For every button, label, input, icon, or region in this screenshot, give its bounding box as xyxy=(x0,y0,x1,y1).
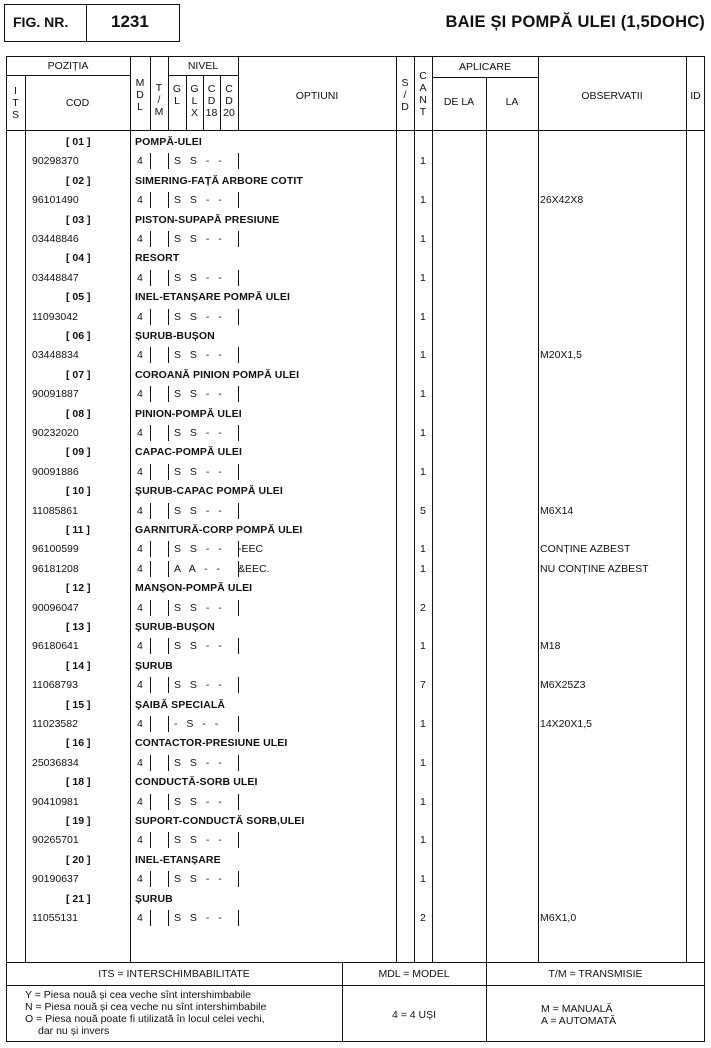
item-position: [ 11 ] xyxy=(66,524,90,536)
row-divider xyxy=(150,153,151,169)
item-position: [ 19 ] xyxy=(66,815,91,827)
col-nivel: NIVEL xyxy=(187,60,219,72)
part-code: 96101490 xyxy=(32,194,79,207)
model-value: 4 xyxy=(137,271,143,284)
item-position: [ 02 ] xyxy=(66,174,91,187)
level-values: S S - - xyxy=(174,504,225,517)
item-position: [ 18 ] xyxy=(66,776,91,789)
level-values: S S - - xyxy=(174,310,225,323)
row-divider xyxy=(168,716,169,732)
row-divider xyxy=(168,347,169,363)
item-name: RESORT xyxy=(135,252,180,265)
option-value: -EEC xyxy=(238,543,264,556)
level-values: S S - - xyxy=(174,679,225,692)
col-glx: G L X xyxy=(190,83,199,119)
row-divider xyxy=(150,464,151,480)
quantity-value: 1 xyxy=(420,834,426,847)
mdl-note: 4 = 4 UȘI xyxy=(391,1009,437,1021)
quantity-value: 1 xyxy=(420,543,426,556)
level-values: S S - - xyxy=(174,194,225,207)
observation-value: CONȚINE AZBEST xyxy=(540,543,631,556)
col-sd: S / D xyxy=(401,77,409,113)
row-divider xyxy=(168,541,169,557)
quantity-value: 1 xyxy=(420,562,426,575)
quantity-value: 2 xyxy=(420,912,426,924)
row-divider xyxy=(150,347,151,363)
level-values: S S - - xyxy=(174,756,225,769)
row-divider xyxy=(150,677,151,693)
item-position: [ 09 ] xyxy=(66,446,91,459)
model-value: 4 xyxy=(137,465,143,478)
row-divider xyxy=(168,600,169,616)
row-divider xyxy=(168,231,169,247)
part-code: 11085861 xyxy=(32,504,78,517)
observation-value: M6X14 xyxy=(540,504,574,517)
col-tm: T / M xyxy=(154,82,164,118)
observation-value: M6X1,0 xyxy=(540,912,577,924)
row-divider xyxy=(150,231,151,247)
item-position: [ 04 ] xyxy=(66,252,91,265)
row-divider xyxy=(150,541,151,557)
level-values: S S - - xyxy=(174,543,225,556)
quantity-value: 1 xyxy=(420,233,426,245)
quantity-value: 1 xyxy=(420,155,426,168)
fig-number: 1231 xyxy=(111,12,149,31)
row-divider xyxy=(150,386,151,402)
row-divider xyxy=(238,153,239,169)
quantity-value: 1 xyxy=(420,194,426,207)
model-value: 4 xyxy=(137,912,143,924)
row-divider xyxy=(168,153,169,169)
observation-value: M18 xyxy=(540,640,561,653)
model-value: 4 xyxy=(137,155,143,168)
row-divider xyxy=(150,871,151,887)
row-divider xyxy=(150,638,151,654)
part-code: 11023582 xyxy=(32,718,78,730)
part-code: 11068793 xyxy=(32,679,78,692)
part-code: 03448846 xyxy=(32,233,79,245)
col-cod: COD xyxy=(65,97,90,109)
level-values: S S - - xyxy=(174,271,225,284)
model-value: 4 xyxy=(137,504,143,517)
quantity-value: 1 xyxy=(420,756,426,769)
row-divider xyxy=(168,755,169,771)
row-divider xyxy=(168,794,169,810)
observation-value: M6X25Z3 xyxy=(540,679,586,692)
row-divider xyxy=(168,910,169,926)
col-la: LA xyxy=(505,96,519,108)
item-name: POMPĂ-ULEI xyxy=(135,136,202,148)
part-code: 90096047 xyxy=(32,601,79,614)
part-code: 11055131 xyxy=(32,912,78,924)
observation-value: NU CONȚINE AZBEST xyxy=(540,562,649,575)
row-divider xyxy=(168,425,169,441)
row-divider xyxy=(238,503,239,519)
quantity-value: 2 xyxy=(420,601,426,614)
item-name: COROANĂ PINION POMPĂ ULEI xyxy=(135,368,300,381)
row-divider xyxy=(238,561,239,577)
item-name: CONDUCTĂ-SORB ULEI xyxy=(135,776,258,789)
item-name: ȘURUB xyxy=(135,659,173,672)
quantity-value: 1 xyxy=(420,795,426,808)
item-position: [ 15 ] xyxy=(66,698,91,711)
row-divider xyxy=(238,231,239,247)
row-divider xyxy=(168,638,169,654)
row-divider xyxy=(168,309,169,325)
item-position: [ 05 ] xyxy=(66,291,91,304)
part-code: 90091886 xyxy=(32,465,79,478)
quantity-value: 5 xyxy=(420,504,426,517)
row-divider xyxy=(238,192,239,208)
part-code: 25036834 xyxy=(32,756,79,769)
item-name: INEL-ETANȘARE POMPĂ ULEI xyxy=(135,291,291,304)
item-name: ȘURUB-CAPAC POMPĂ ULEI xyxy=(135,485,283,498)
row-divider xyxy=(150,270,151,286)
level-values: S S - - xyxy=(174,388,225,401)
level-values: S S - - xyxy=(174,795,225,808)
item-position: [ 10 ] xyxy=(66,485,91,498)
part-code: 96180641 xyxy=(32,640,79,653)
row-divider xyxy=(238,755,239,771)
row-divider xyxy=(238,386,239,402)
model-value: 4 xyxy=(137,310,143,323)
row-divider xyxy=(238,309,239,325)
item-position: [ 14 ] xyxy=(66,659,91,672)
item-position: [ 06 ] xyxy=(66,330,91,342)
item-name: PISTON-SUPAPĂ PRESIUNE xyxy=(135,213,280,226)
item-name: ȘURUB-BUȘON xyxy=(135,621,215,633)
model-value: 4 xyxy=(137,640,143,653)
row-divider xyxy=(238,347,239,363)
quantity-value: 1 xyxy=(420,718,426,730)
col-pozitia: POZIȚIA xyxy=(47,60,89,72)
quantity-value: 1 xyxy=(420,271,426,284)
tm-notes: M = MANUALĂ A = AUTOMATĂ xyxy=(541,1003,617,1028)
model-value: 4 xyxy=(137,795,143,808)
part-code: 11093042 xyxy=(32,310,78,323)
level-values: A A - - xyxy=(174,562,224,575)
model-value: 4 xyxy=(137,233,143,245)
level-values: S S - - xyxy=(174,349,225,362)
observation-value: M20X1,5 xyxy=(540,349,583,362)
item-name: ȘAIBĂ SPECIALĂ xyxy=(135,698,226,711)
part-code: 90091887 xyxy=(32,388,79,401)
item-name: GARNITURĂ-CORP POMPĂ ULEI xyxy=(135,524,303,536)
item-position: [ 01 ] xyxy=(66,136,91,148)
row-divider xyxy=(168,270,169,286)
row-divider xyxy=(150,755,151,771)
item-name: ȘURUB xyxy=(135,892,173,905)
model-value: 4 xyxy=(137,388,143,401)
model-value: 4 xyxy=(137,543,143,556)
item-position: [ 13 ] xyxy=(66,621,91,633)
header-divider xyxy=(6,130,705,131)
row-divider xyxy=(168,871,169,887)
tm-legend: T/M = TRANSMISIE xyxy=(548,968,643,980)
row-divider xyxy=(168,832,169,848)
col-cd18: C D 18 xyxy=(205,83,218,119)
level-values: S S - - xyxy=(174,601,225,614)
item-position: [ 08 ] xyxy=(66,407,91,420)
item-position: [ 16 ] xyxy=(66,737,91,750)
row-divider xyxy=(238,425,239,441)
row-divider xyxy=(150,600,151,616)
model-value: 4 xyxy=(137,873,143,886)
observation-value: 14X20X1,5 xyxy=(540,718,592,730)
col-its: I T S xyxy=(11,85,19,121)
fig-box-divider xyxy=(86,4,87,42)
row-divider xyxy=(150,832,151,848)
row-divider xyxy=(238,871,239,887)
quantity-value: 7 xyxy=(420,679,426,692)
model-value: 4 xyxy=(137,349,143,362)
model-value: 4 xyxy=(137,679,143,692)
row-divider xyxy=(238,794,239,810)
quantity-value: 1 xyxy=(420,388,426,401)
row-divider xyxy=(150,503,151,519)
model-value: 4 xyxy=(137,601,143,614)
col-cd20: C D 20 xyxy=(223,83,235,119)
quantity-value: 1 xyxy=(420,310,426,323)
level-values: S S - - xyxy=(174,233,225,245)
quantity-value: 1 xyxy=(420,427,426,439)
level-values: S S - - xyxy=(174,834,225,847)
model-value: 4 xyxy=(137,718,143,730)
row-divider xyxy=(168,464,169,480)
part-code: 90232020 xyxy=(32,427,79,439)
quantity-value: 1 xyxy=(420,873,426,886)
quantity-value: 1 xyxy=(420,465,426,478)
row-divider xyxy=(238,600,239,616)
item-name: SUPORT-CONDUCTĂ SORB,ULEI xyxy=(135,815,305,827)
item-position: [ 12 ] xyxy=(66,582,91,595)
col-de-la: DE LA xyxy=(443,96,475,108)
its-notes: Y = Piesa nouă și cea veche sînt intershimbabile N = Piesa nouă și cea veche nu sînt intershimbabile O = Piesa nouă poate fi utilizată în locul celei vechi, dar nu și invers xyxy=(25,989,267,1038)
col-observatii: OBSERVATII xyxy=(581,90,643,102)
item-position: [ 07 ] xyxy=(66,368,91,381)
model-value: 4 xyxy=(137,194,143,207)
item-position: [ 20 ] xyxy=(66,853,91,866)
col-optiuni: OPTIUNI xyxy=(295,90,339,102)
part-code: 03448847 xyxy=(32,271,79,284)
row-divider xyxy=(150,309,151,325)
row-divider xyxy=(238,910,239,926)
col-id: ID xyxy=(690,90,701,102)
part-code: 96181208 xyxy=(32,562,79,575)
row-divider xyxy=(168,677,169,693)
col-gl: G L xyxy=(172,83,182,107)
row-divider xyxy=(238,464,239,480)
item-position: [ 03 ] xyxy=(66,213,91,226)
row-divider xyxy=(238,541,239,557)
its-legend: ITS = INTERSCHIMBABILITATE xyxy=(98,968,250,980)
mdl-legend: MDL = MODEL xyxy=(378,968,450,980)
fig-label: FIG. NR. xyxy=(13,14,69,30)
row-divider xyxy=(150,794,151,810)
row-divider xyxy=(238,638,239,654)
model-value: 4 xyxy=(137,427,143,439)
level-values: S S - - xyxy=(174,465,225,478)
model-value: 4 xyxy=(137,756,143,769)
item-name: CONTACTOR-PRESIUNE ULEI xyxy=(135,737,288,750)
row-divider xyxy=(168,386,169,402)
row-divider xyxy=(150,425,151,441)
item-position: [ 21 ] xyxy=(66,892,91,905)
item-name: PINION-POMPĂ ULEI xyxy=(135,407,242,420)
row-divider xyxy=(238,270,239,286)
row-divider xyxy=(238,832,239,848)
item-name: INEL-ETANȘARE xyxy=(135,853,221,866)
col-mdl: M D L xyxy=(135,77,145,113)
level-values: S S - - xyxy=(174,155,225,168)
row-divider xyxy=(150,192,151,208)
row-divider xyxy=(168,192,169,208)
footer-divider xyxy=(6,962,705,963)
level-values: - S - - xyxy=(174,718,222,730)
part-code: 90298370 xyxy=(32,155,79,168)
model-value: 4 xyxy=(137,834,143,847)
part-code: 90190637 xyxy=(32,873,79,886)
col-cant: C A N T xyxy=(419,70,427,118)
item-name: ȘURUB-BUȘON xyxy=(135,330,215,342)
item-name: SIMERING-FAȚĂ ARBORE COTIT xyxy=(135,174,303,187)
level-values: S S - - xyxy=(174,873,225,886)
part-code: 90265701 xyxy=(32,834,79,847)
row-divider xyxy=(238,677,239,693)
part-code: 03448834 xyxy=(32,349,79,362)
part-code: 90410981 xyxy=(32,795,79,808)
level-values: S S - - xyxy=(174,912,225,924)
item-name: MANȘON-POMPĂ ULEI xyxy=(135,582,253,595)
quantity-value: 1 xyxy=(420,640,426,653)
part-code: 96100599 xyxy=(32,543,79,556)
page-title: BAIE ȘI POMPĂ ULEI (1,5DOHC) xyxy=(445,13,705,31)
option-value: &EEC. xyxy=(238,562,270,575)
col-aplicare: APLICARE xyxy=(459,61,511,73)
quantity-value: 1 xyxy=(420,349,426,362)
observation-value: 26X42X8 xyxy=(540,194,584,207)
model-value: 4 xyxy=(137,562,143,575)
row-divider xyxy=(168,561,169,577)
row-divider xyxy=(238,716,239,732)
level-values: S S - - xyxy=(174,427,225,439)
row-divider xyxy=(168,503,169,519)
row-divider xyxy=(150,561,151,577)
row-divider xyxy=(150,910,151,926)
level-values: S S - - xyxy=(174,640,225,653)
item-name: CAPAC-POMPĂ ULEI xyxy=(135,446,242,459)
row-divider xyxy=(150,716,151,732)
